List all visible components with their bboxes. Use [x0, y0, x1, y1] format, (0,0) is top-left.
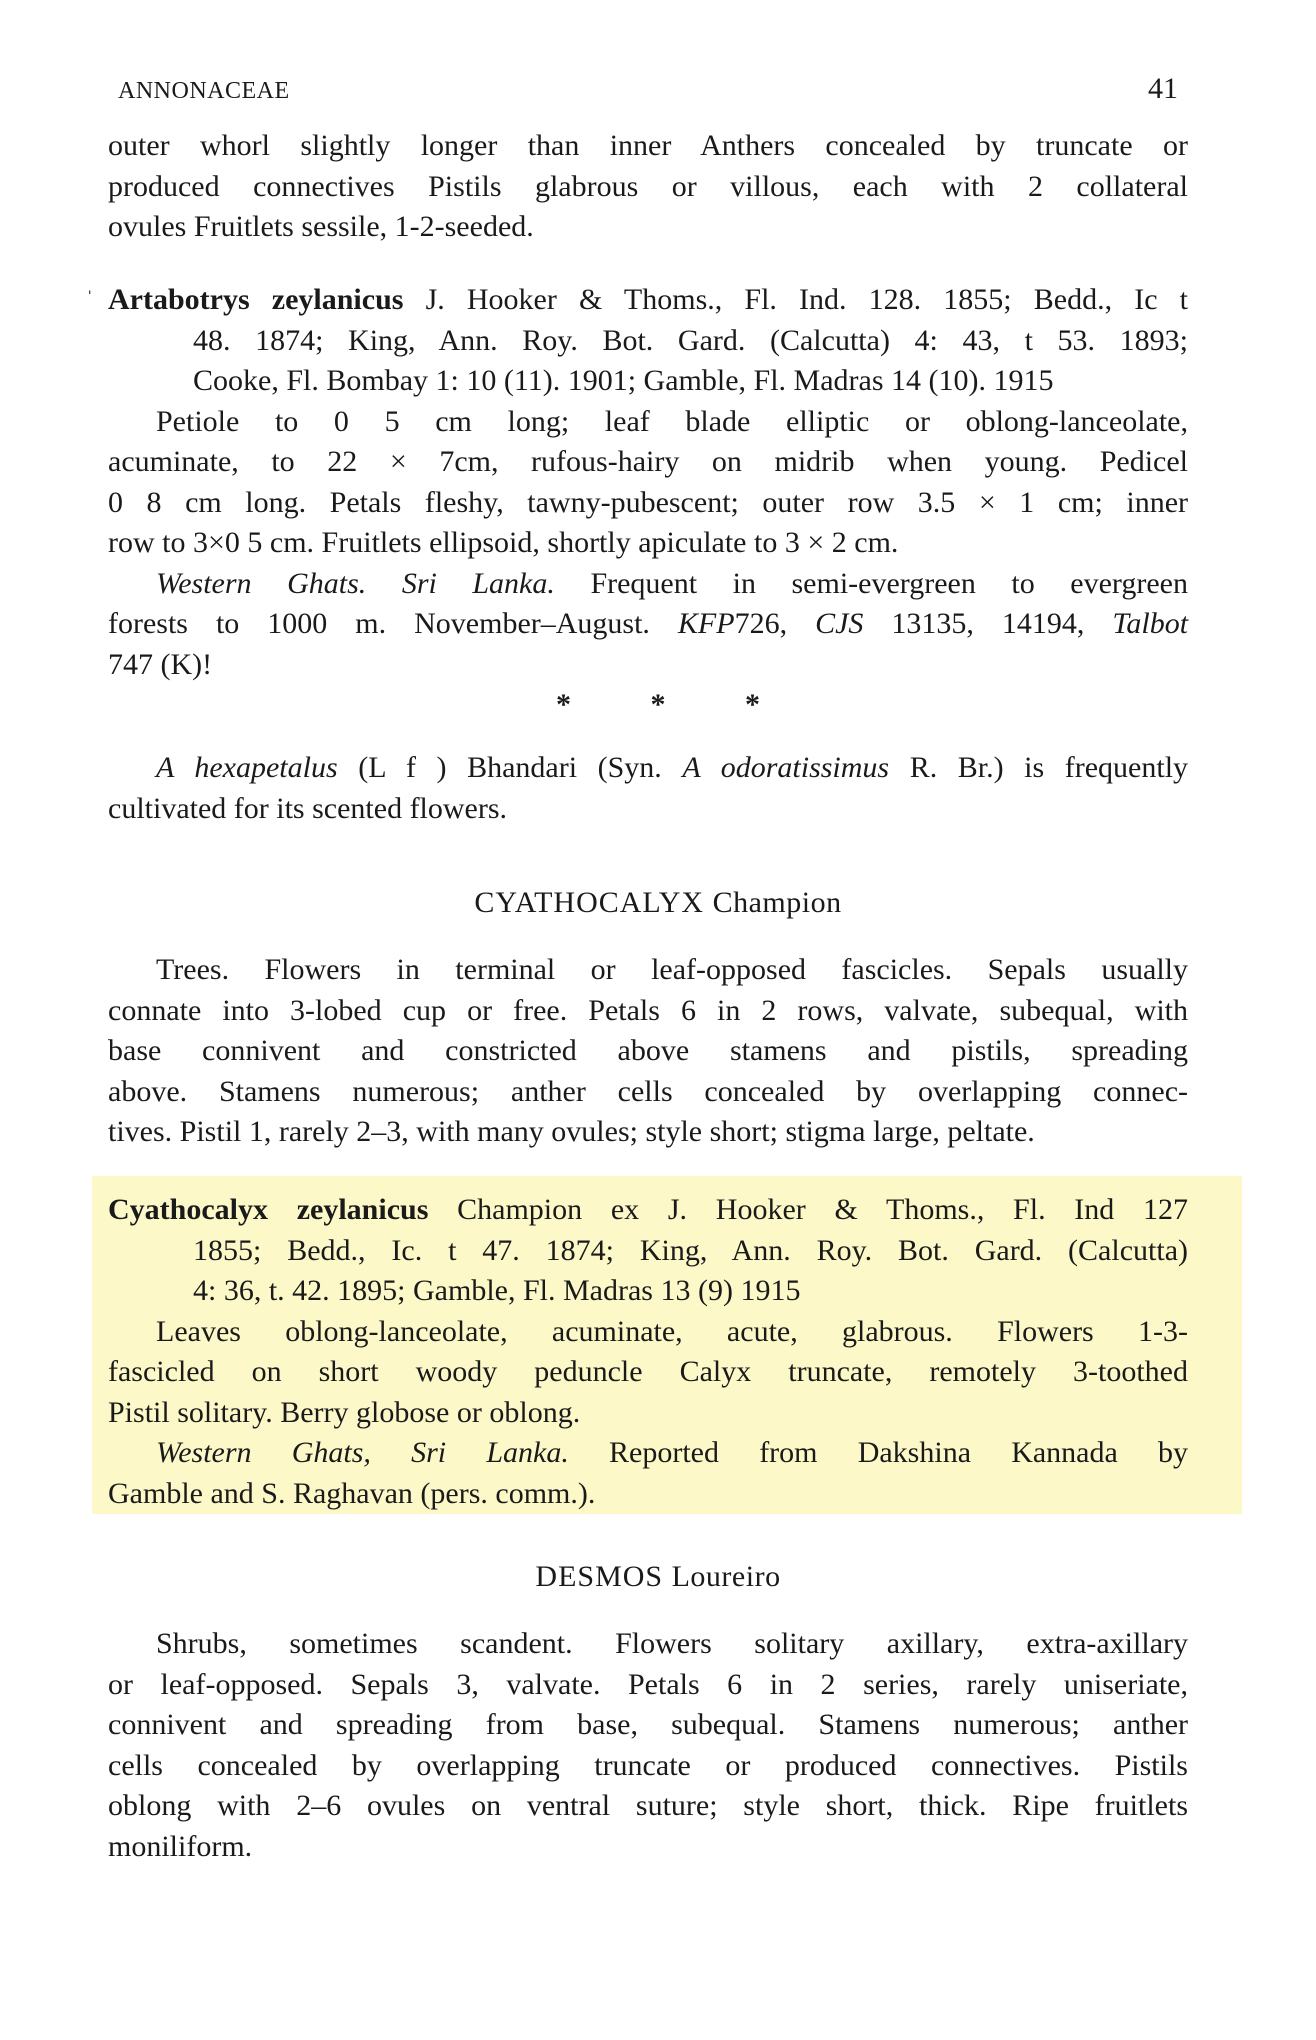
- distribution-line: [108, 564, 1188, 605]
- genus-description-desmos: [108, 1624, 1188, 1867]
- description-line: moniliform.: [108, 1829, 253, 1863]
- voucher-line: 747 (K)!: [108, 647, 213, 681]
- description-line: cells concealed by overlapping truncate or produced connectives. Pistils: [108, 1748, 1188, 1782]
- species-heading: [108, 1190, 1188, 1231]
- text-line: ovules Fruitlets sessile, 1-2-seeded.: [108, 210, 534, 243]
- species-name: A hexapetalus: [156, 751, 338, 784]
- citation-line: 1855; Bedd., Ic. t 47. 1874; King, Ann. Roy. Bot. Gard. (Calcutta): [193, 1233, 1188, 1267]
- description-line: 0 8 cm long. Petals fleshy, tawny-pubescent; outer row 3.5 × 1 cm; inner: [108, 485, 1188, 519]
- description-line: base connivent and constricted above stamens and pistils, spreading: [108, 1034, 1188, 1067]
- page-number: 41: [1148, 72, 1178, 105]
- description-line: tives. Pistil 1, rarely 2–3, with many ovules; style short; stigma large, peltate.: [108, 1115, 1035, 1148]
- genus-author: Loureiro: [671, 1560, 781, 1593]
- voucher-number: 13135, 14194,: [891, 607, 1085, 640]
- note-line: cultivated for its scented flowers.: [108, 791, 508, 825]
- description-line: or leaf-opposed. Sepals 3, valvate. Petals 6 in 2 series, rarely uniseriate,: [108, 1667, 1188, 1701]
- voucher-collector: KFP: [677, 607, 735, 640]
- description-line: Shrubs, sometimes scandent. Flowers solitary axillary, extra-axillary: [156, 1627, 1188, 1660]
- report: Reported from Dakshina Kannada by: [609, 1436, 1189, 1469]
- genus-heading-cyathocalyx: [0, 886, 1316, 920]
- habitat-line: [108, 604, 1188, 645]
- species-name: Artabotrys zeylanicus: [108, 283, 404, 316]
- asterisk: *: [556, 688, 571, 721]
- description-line: above. Stamens numerous; anther cells concealed by overlapping connec-: [108, 1074, 1188, 1108]
- asterisk: *: [745, 688, 760, 721]
- description-line: connivent and spreading from base, subequal. Stamens numerous; anther: [108, 1708, 1188, 1741]
- species-entry-cyathocalyx: [108, 1190, 1188, 1514]
- hexapetalus-note: [108, 748, 1188, 829]
- section-separator: [0, 688, 1316, 722]
- genus-name: CYATHOCALYX: [474, 886, 705, 919]
- synonym-name: A odoratissimus: [682, 751, 890, 784]
- voucher-number: 726,: [734, 607, 788, 640]
- citation-line: 48. 1874; King, Ann. Roy. Bot. Gard. (Calcutta) 4: 43, t 53. 1893;: [193, 323, 1188, 357]
- species-entry-artabotrys: [108, 280, 1188, 685]
- description-line: oblong with 2–6 ovules on ventral suture; style short, thick. Ripe fruitlets: [108, 1789, 1188, 1822]
- report-line: Gamble and S. Raghavan (pers. comm.).: [108, 1476, 596, 1510]
- description-line: Pistil solitary. Berry globose or oblong.: [108, 1395, 581, 1429]
- running-head: [118, 72, 1178, 112]
- distribution-line: [108, 1433, 1188, 1474]
- text-line: outer whorl slightly longer than inner Anthers concealed by truncate or: [108, 129, 1188, 162]
- species-name: Cyathocalyx zeylanicus: [108, 1193, 429, 1226]
- description-line: Leaves oblong-lanceolate, acuminate, acute, glabrous. Flowers 1-3-: [156, 1314, 1188, 1348]
- margin-mark: ˈ: [86, 286, 94, 311]
- species-heading: [108, 280, 1188, 321]
- description-line: fascicled on short woody peduncle Calyx truncate, remotely 3-toothed: [108, 1355, 1188, 1388]
- genus-heading-desmos: [0, 1560, 1316, 1594]
- genus-author: Champion: [712, 886, 842, 919]
- synonym-author: R. Br.) is frequently: [909, 751, 1189, 784]
- description-line: connate into 3-lobed cup or free. Petals 6 in 2 rows, valvate, subequal, with: [108, 993, 1188, 1027]
- description-line: Petiole to 0 5 cm long; leaf blade elliptic or oblong-lanceolate,: [156, 404, 1188, 438]
- distribution: Western Ghats, Sri Lanka.: [156, 1436, 569, 1469]
- note-line: [108, 748, 1188, 789]
- voucher-collector: Talbot: [1112, 607, 1189, 640]
- habitat: Frequent in semi-evergreen to evergreen: [590, 566, 1188, 600]
- description-line: row to 3×0 5 cm. Fruitlets ellipsoid, shortly apiculate to 3 × 2 cm.: [108, 526, 899, 559]
- family-title: ANNONACEAE: [118, 78, 290, 104]
- text-line: produced connectives Pistils glabrous or villous, each with 2 collateral: [108, 169, 1188, 203]
- citation: Champion ex J. Hooker & Thoms., Fl. Ind 127: [457, 1193, 1189, 1226]
- description-line: acuminate, to 22 × 7cm, rufous-hairy on midrib when young. Pedicel: [108, 445, 1188, 478]
- genus-name: DESMOS: [535, 1560, 664, 1593]
- description-line: Trees. Flowers in terminal or leaf-opposed fascicles. Sepals usually: [156, 953, 1188, 986]
- citation-line: 4: 36, t. 42. 1895; Gamble, Fl. Madras 13 (9) 1915: [193, 1274, 801, 1307]
- citation-line: Cooke, Fl. Bombay 1: 10 (11). 1901; Gamble, Fl. Madras 14 (10). 1915: [193, 364, 1054, 397]
- citation: J. Hooker & Thoms., Fl. Ind. 128. 1855; Bedd., Ic t: [425, 283, 1189, 316]
- genus-description-cyathocalyx: [108, 950, 1188, 1153]
- author: (L f ) Bhandari (Syn.: [358, 751, 662, 784]
- artabotrys-intro: [108, 126, 1188, 248]
- voucher-collector: CJS: [815, 607, 864, 640]
- asterisk: *: [650, 688, 666, 721]
- habitat: forests to 1000 m. November–August.: [108, 607, 650, 640]
- distribution: Western Ghats. Sri Lanka.: [156, 566, 555, 600]
